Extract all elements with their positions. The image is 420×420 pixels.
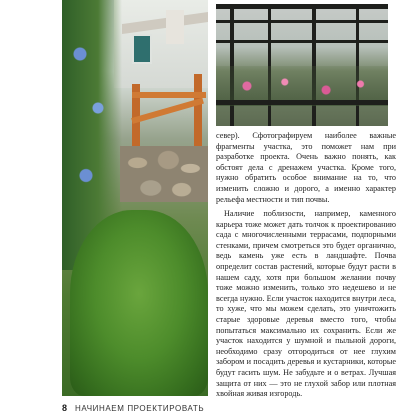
page-footer — [62, 402, 396, 414]
pergola-beam — [216, 40, 388, 43]
pergola-post — [230, 4, 234, 126]
pergola-rail — [216, 100, 388, 105]
paragraph: север). Сфотографируем наиболее важные фрагменты участка, это поможет нам при разработке проекта. Очень важно понять, как обстоят дела с дренажем участка. Кроме того, нужно обратить особое внимание на то, что изменить сложно и дорого, а именно характер рельефа местности и тип почвы. — [216, 131, 396, 204]
pergola-post — [268, 4, 271, 126]
stone-retaining-wall — [120, 146, 208, 202]
pergola-beam — [216, 20, 388, 23]
pergola-post — [356, 4, 359, 126]
garden-photo-left — [62, 0, 208, 396]
wooden-fence-post — [194, 74, 202, 150]
page-number: 8 — [62, 403, 68, 413]
chimney — [166, 10, 184, 44]
paragraph: Наличие поблизости, например, каменного карьера тоже может дать толчок к проектированию сада с многочисленными террасами, подпорными стенками, причем смотреться это будет органично, ведь камень уже есть в ландшафте. Почва определит состав растений, которые будут расти в нашем саду, хотя при большом желании почву тоже можно изменить, только это недешево и не всегда нужно. Если участок находится внутри леса, то хуже, что мы можем сделать, это уничтожить старые здоровые деревья вместо того, чтобы попытаться максимально их сохранить. Если же участок находится у шумной и пыльной дороги, необходимо сразу отгородиться от нее глухим забором и посадить деревья и кустарники, которые будут гасить шум. Не забудьте и о ветрах. Лучшая защита от них — это не глухой забор или плотная хвойная живая изгородь. — [216, 209, 397, 399]
green-shrub — [70, 210, 208, 396]
body-text-top — [216, 131, 396, 205]
running-section-title: НАЧИНАЕМ ПРОЕКТИРОВАТЬ — [75, 403, 205, 413]
pergola-beam — [216, 4, 388, 9]
wooden-fence-rail — [132, 92, 206, 98]
pergola-post — [312, 4, 316, 126]
pergola-photo — [216, 4, 388, 126]
house-window — [132, 34, 152, 64]
body-text-bottom — [216, 209, 396, 400]
